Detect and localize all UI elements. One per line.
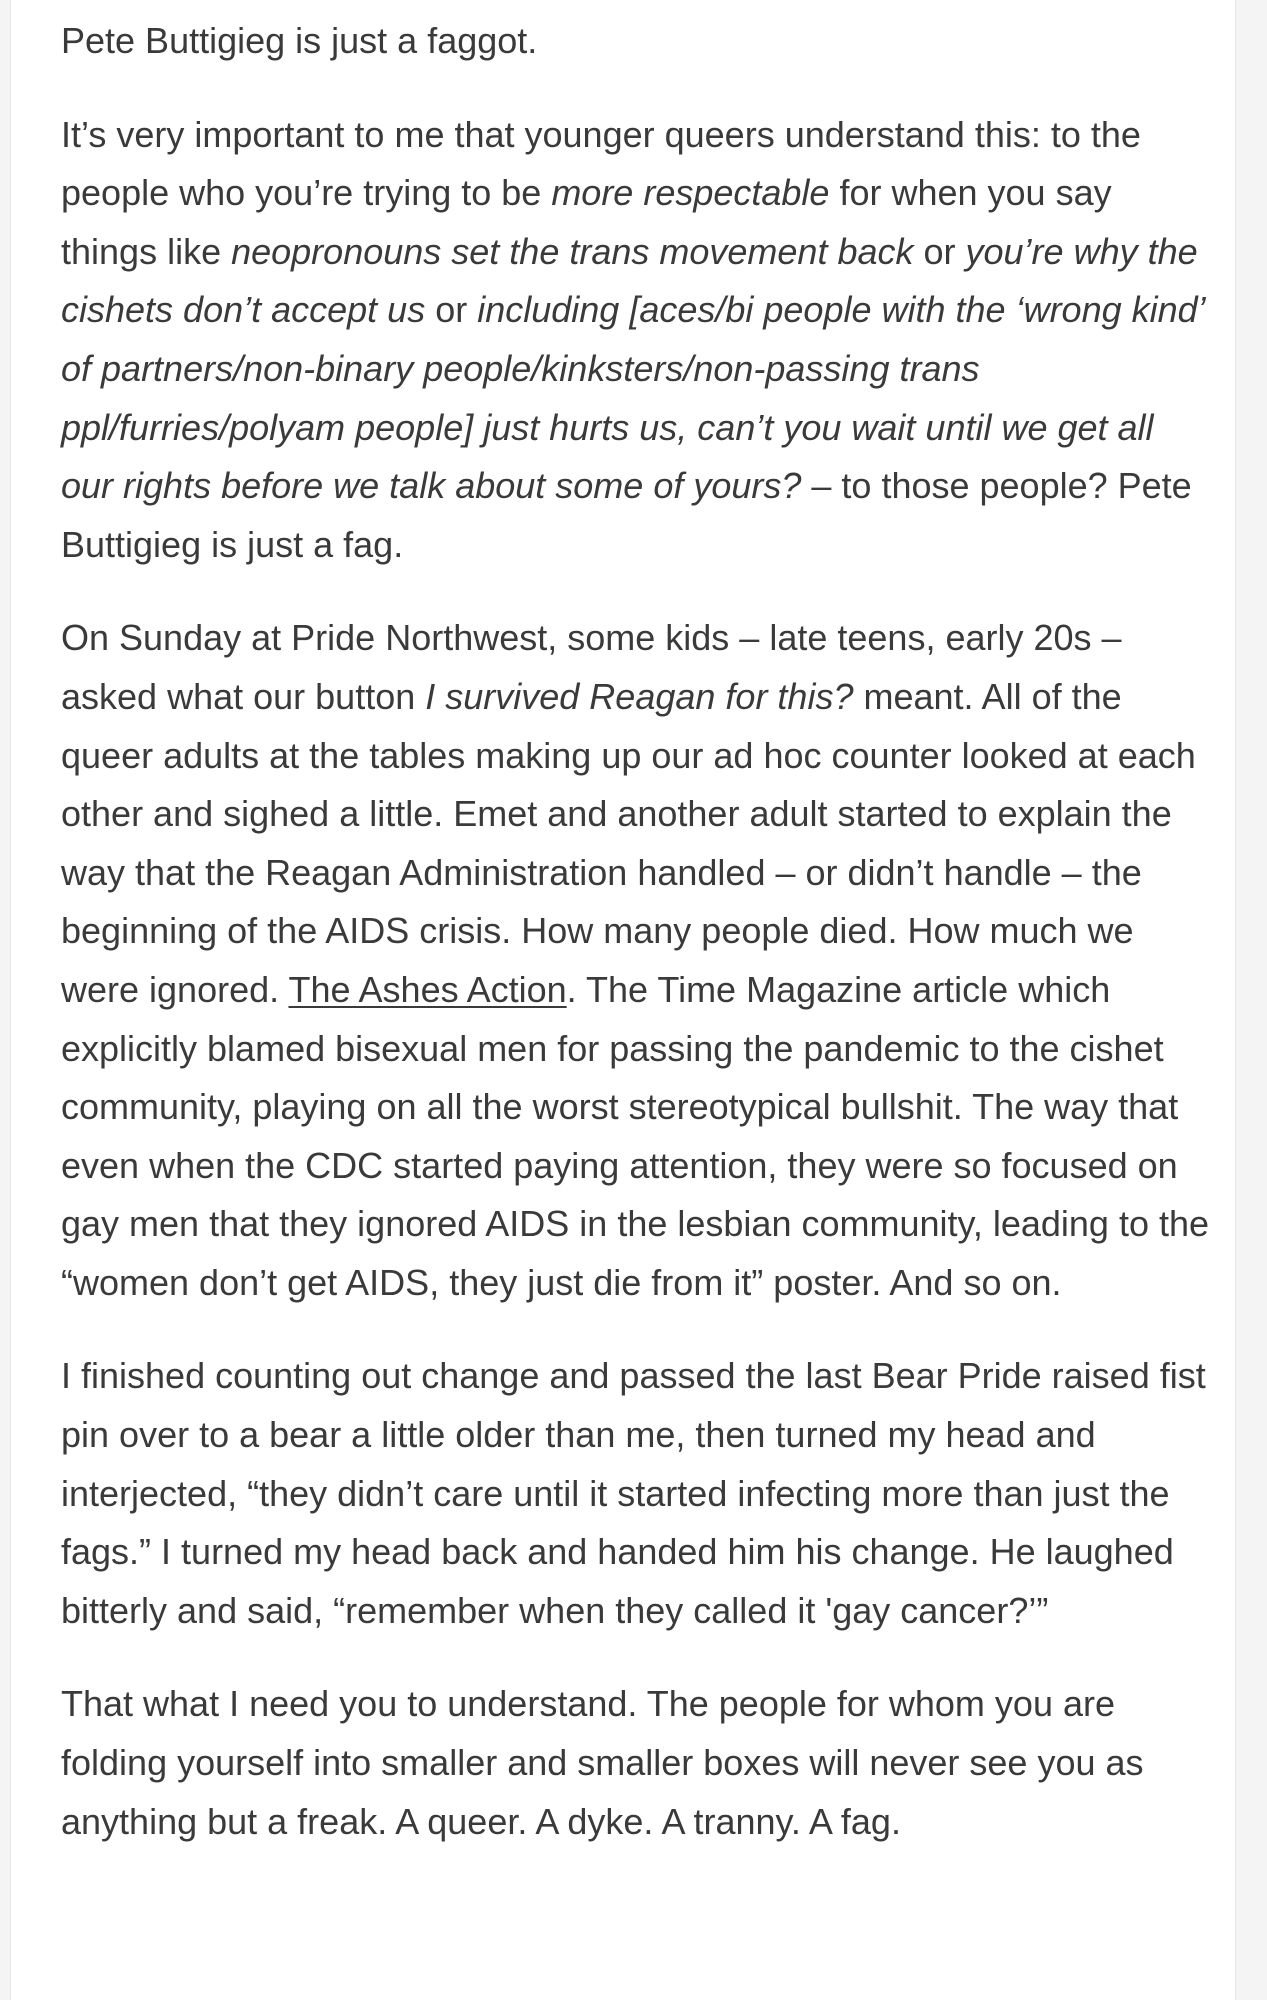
paragraph-2-text-5: – to those people? Pete Buttigieg is just a fag. [61, 465, 1192, 565]
paragraph-2-text-4: or [425, 289, 478, 331]
paragraph-2-text-1: It’s very important to me that younger queers understand this: to the people who you’re trying to be [61, 113, 1141, 214]
paragraph-1-text: Pete Buttigieg is just a faggot. [61, 20, 538, 61]
paragraph-2-italic-4: including [aces/bi people with the ‘wrong kind’ of partners/non-binary people/kinksters/non-passing trans ppl/furries/polyam people] just hurts us, can’t you wait until we get all our rights before we talk about some of yours? [61, 289, 1204, 507]
paragraph-2 [61, 106, 1211, 575]
paragraph-5 [61, 1675, 1211, 1851]
paragraph-4-text: I finished counting out change and passed the last Bear Pride raised fist pin over to a bear a little older than me, then turned my head and interjected, “they didn’t care until it started infecting more than just the fags.” I turned my head back and handed him his change. He laughed bitterly and said, “remember when they called it 'gay cancer?’” [61, 1355, 1206, 1631]
paragraph-2-italic-2: neopronouns set the trans movement back [231, 230, 914, 272]
paragraph-5-text: That what I need you to understand. The people for whom you are folding yourself into smaller and smaller boxes will never see you as anything but a freak. A queer. A dyke. A tranny. A fag. [61, 1683, 1144, 1842]
article-body [61, 12, 1211, 1886]
paragraph-3 [61, 609, 1211, 1312]
paragraph-3-italic-1: I survived Reagan for this? [425, 675, 854, 717]
paragraph-2-italic-3: you’re why the cishets don’t accept us [61, 230, 1198, 331]
paragraph-3-text-1: On Sunday at Pride Northwest, some kids – late teens, early 20s – asked what our button [61, 617, 1122, 717]
paragraph-3-text-3: . The Time Magazine article which explicitly blamed bisexual men for passing the pandemic to the cishet community, playing on all the worst stereotypical bullshit. The way that even when the CDC started paying attention, they were so focused on gay men that they ignored AIDS in the lesbian community, leading to the “women don’t get AIDS, they just die from it” poster. And so on. [61, 968, 1210, 1303]
paragraph-2-italic-1: more respectable [551, 172, 830, 214]
paragraph-2-text-2: for when you say things like [61, 172, 1112, 272]
paragraph-2-text-3: or [913, 230, 966, 272]
article-page [10, 0, 1236, 2000]
paragraph-3-text-2: meant. All of the queer adults at the tables making up our ad hoc counter looked at each other and sighed a little. Emet and another adult started to explain the way that the Reagan Administration handled – or didn’t handle – the beginning of the AIDS crisis. How many people died. How much we were ignored. [61, 675, 1196, 1010]
paragraph-1 [61, 12, 1211, 71]
ashes-action-link[interactable]: The Ashes Action [288, 968, 567, 1010]
paragraph-4 [61, 1347, 1211, 1640]
